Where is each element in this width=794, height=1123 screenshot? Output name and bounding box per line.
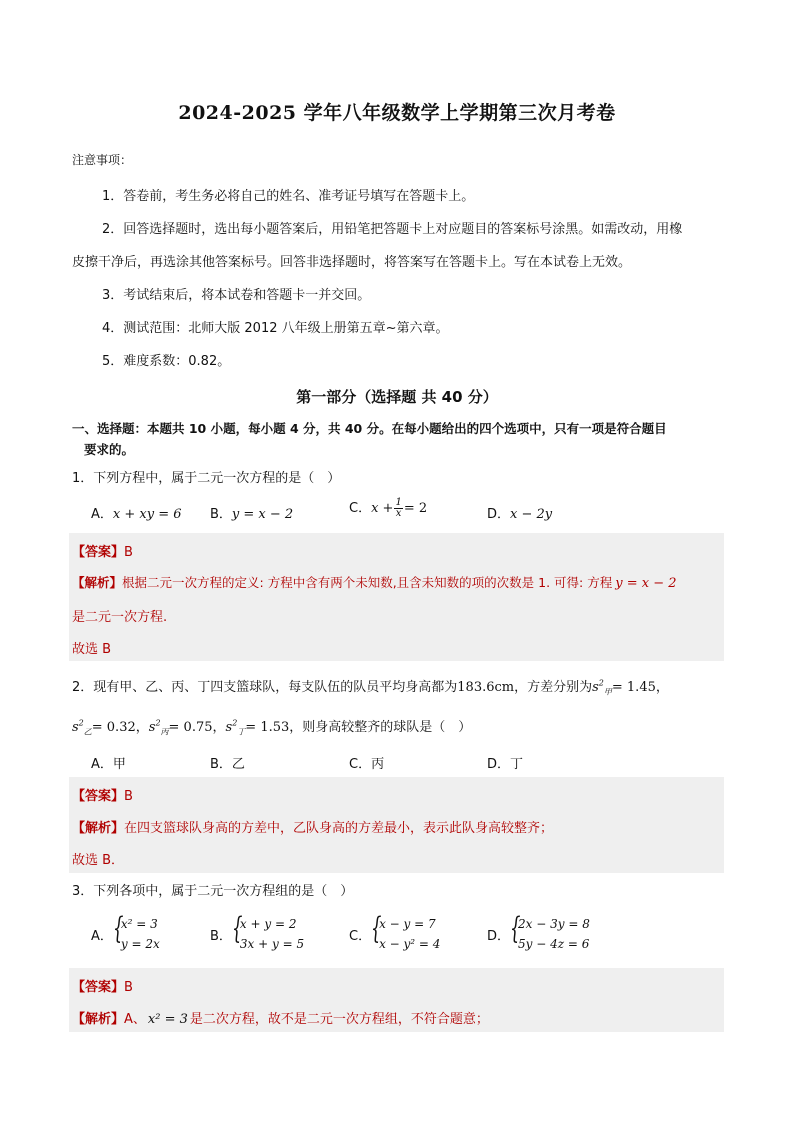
q1-analysis-cont: 是二元一次方程. [72,610,168,625]
notice-item-2-cont: 皮擦干净后，再选涂其他答案标号。回答非选择题时，将答案写在答题卡上。写在本试卷上无效。 [72,255,632,270]
q3-option-c-eq-2: x − y² = 4 [379,937,441,951]
notice-item-5: 5．难度系数：0.82。 [102,354,231,369]
q3-option-b-system [231,911,305,954]
q3-answer-value: B [124,980,133,995]
q1-answer-tag: 【答案】 [72,545,125,560]
q3-answer-box [69,968,724,1032]
q3-option-d-brace: { [510,911,521,946]
notice-item-3: 3．考试结束后，将本试卷和答题卡一并交回。 [102,288,371,303]
q1-option-d-expr: x − 2y [510,507,553,522]
q3-analysis [72,1008,489,1027]
q1-analysis-expr: y = x − 2 [615,576,677,591]
q1-option-c [349,497,427,519]
q1-option-a-expr: x + xy = 6 [112,507,182,522]
q3-option-c-eq-1: x − y = 7 [379,917,436,931]
q3-option-d-label: D． [487,928,511,944]
q2-answer-box [69,777,724,873]
q1-option-a [91,503,182,522]
q3-analysis-prefix: A、 [124,1012,146,1027]
q1-option-d [487,503,552,522]
q2-answer-value: B [124,789,133,804]
q3-option-a-brace: { [112,911,124,946]
q3-option-c-brace: { [371,911,382,946]
q1-option-c-post: = 2 [403,501,428,516]
q2-variance-bing-sub: 丙 [160,727,169,737]
q2-variance-jia-sub: 甲 [603,687,612,697]
q1-stem: 1．下列方程中，属于二元一次方程的是（ ） [72,471,341,486]
q2-stem-line-1: 2．现有甲、乙、丙、丁四支篮球队，每支队伍的队员平均身高都为183.6cm，方差分别为$s^2_甲= 1.45$， [72,678,669,697]
q2-conclusion: 故选 B． [72,853,125,868]
q2-answer [72,785,133,804]
q3-option-c-label: C． [349,928,372,944]
q1-option-a-label: A． [91,507,113,522]
q2-option-d: D．丁 [487,757,524,772]
q2-analysis [72,817,553,836]
q2-variance-bing: $s^2_丙$ [148,718,169,737]
q1-analysis-text: 根据二元一次方程的定义: 方程中含有两个未知数,且含未知数的项的次数是 1. 可得: 方程 [122,575,613,590]
q1-option-b-label: B． [210,507,232,522]
q1-option-d-label: D． [487,507,511,522]
q3-option-d [487,911,590,954]
q3-analysis-expr: x² = 3 [147,1012,188,1027]
q3-option-a-system [112,911,160,954]
section-title: 第一部分（选择题 共 40 分） [296,388,498,406]
q3-option-a-eq-2: y = 2x [120,937,160,951]
q3-option-d-system [510,911,590,954]
q3-option-b-brace: { [231,911,243,946]
q2-variance-bing-value: = 0.75 [168,720,213,735]
q1-answer [72,541,133,560]
q1-option-c-numerator: 1 [395,497,402,508]
q1-option-b [210,503,293,522]
q3-option-b-eq-2: 3x + y = 5 [239,937,305,951]
q1-option-c-denominator: x [395,508,402,519]
q1-option-c-label: C． [349,501,372,516]
q1-analysis [72,573,677,591]
q2-variance-yi-value: = 0.32 [91,720,136,735]
q3-option-b-eq-1: x + y = 2 [239,917,297,931]
q2-variance-ding: $s^2_丁$ [225,718,246,737]
q3-stem: 3．下列各项中，属于二元一次方程组的是（ ） [72,884,354,899]
q1-analysis-tag: 【解析】 [72,575,123,590]
q3-option-c [349,911,441,954]
q3-analysis-tag: 【解析】 [72,1012,125,1027]
q3-option-b [210,911,305,954]
q2-variance-yi-sub: 乙 [83,727,92,737]
q2-analysis-text: 在四支篮球队身高的方差中，乙队身高的方差最小，表示此队身高较整齐； [124,821,554,836]
q3-answer [72,976,133,995]
instruction-emphasis: 四个选项中 [479,421,542,436]
notice-item-1: 1．答卷前，考生务必将自己的姓名、准考证号填写在答题卡上。 [102,189,475,204]
q2-stem-line-2: $s^2_乙= 0.32$，$s^2_丙= 0.75$，$s^2_丁= 1.53$，则身高较整齐的球队是（ ） [72,718,472,737]
notice-item-2: 2．回答选择题时，选出每小题答案后，用铅笔把答题卡上对应题目的答案标号涂黑。如需改动，用橡 [102,222,683,237]
q2-variance-yi: $s^2_乙$ [72,718,92,737]
q1-option-c-fraction [394,498,402,519]
q3-option-d-eq-1: 2x − 3y = 8 [518,917,590,931]
instruction-text-end: ，只有一项是符合题目 [541,421,667,436]
q3-option-a [91,911,160,954]
q2-height: 183.6cm [457,680,515,695]
q1-conclusion: 故选 B [72,642,112,657]
q1-answer-value: B [124,545,133,560]
q3-option-a-label: A． [91,928,113,944]
q2-answer-tag: 【答案】 [72,789,125,804]
q2-stem-text-3: ，则身高较整齐的球队是（ ） [289,720,472,735]
q3-analysis-text: 是二次方程，故不是二元一次方程组，不符合题意； [189,1012,489,1027]
q1-option-b-expr: y = x − 2 [231,507,294,522]
instruction-line-2: 要求的。 [84,442,135,457]
page-title: 2024-2025 学年八年级数学上学期第三次月考卷 [178,102,616,124]
q3-option-a-eq-1: x² = 3 [120,917,158,931]
instruction-text: 一、选择题：本题共 10 小题，每小题 4 分，共 40 分。在每小题给出的 [72,421,480,436]
q2-option-b: B．乙 [210,757,245,772]
q2-stem-text-2: ，方差分别为 [514,680,593,695]
q2-variance-jia: $s^2_甲$ [592,678,612,697]
q3-answer-tag: 【答案】 [72,980,125,995]
q2-variance-ding-sub: 丁 [237,727,246,737]
q2-option-c: C．丙 [349,757,385,772]
q2-analysis-tag: 【解析】 [72,821,125,836]
q3-option-b-label: B． [210,928,232,944]
notice-heading: 注意事项： [72,153,133,167]
q1-option-c-pre: x + [371,501,394,516]
q3-option-d-eq-2: 5y − 4z = 6 [518,937,590,951]
q2-option-a: A．甲 [91,757,126,772]
instruction-line-1 [72,419,667,437]
q2-stem-text: 2．现有甲、乙、丙、丁四支篮球队，每支队伍的队员平均身高都为 [72,680,458,695]
q2-variance-ding-value: = 1.53 [245,720,290,735]
notice-item-4: 4．测试范围：北师大版 2012 八年级上册第五章~第六章。 [102,321,449,336]
q1-answer-box [69,533,724,661]
q3-option-c-system [371,911,441,954]
q2-variance-jia-value: = 1.45 [611,680,656,695]
